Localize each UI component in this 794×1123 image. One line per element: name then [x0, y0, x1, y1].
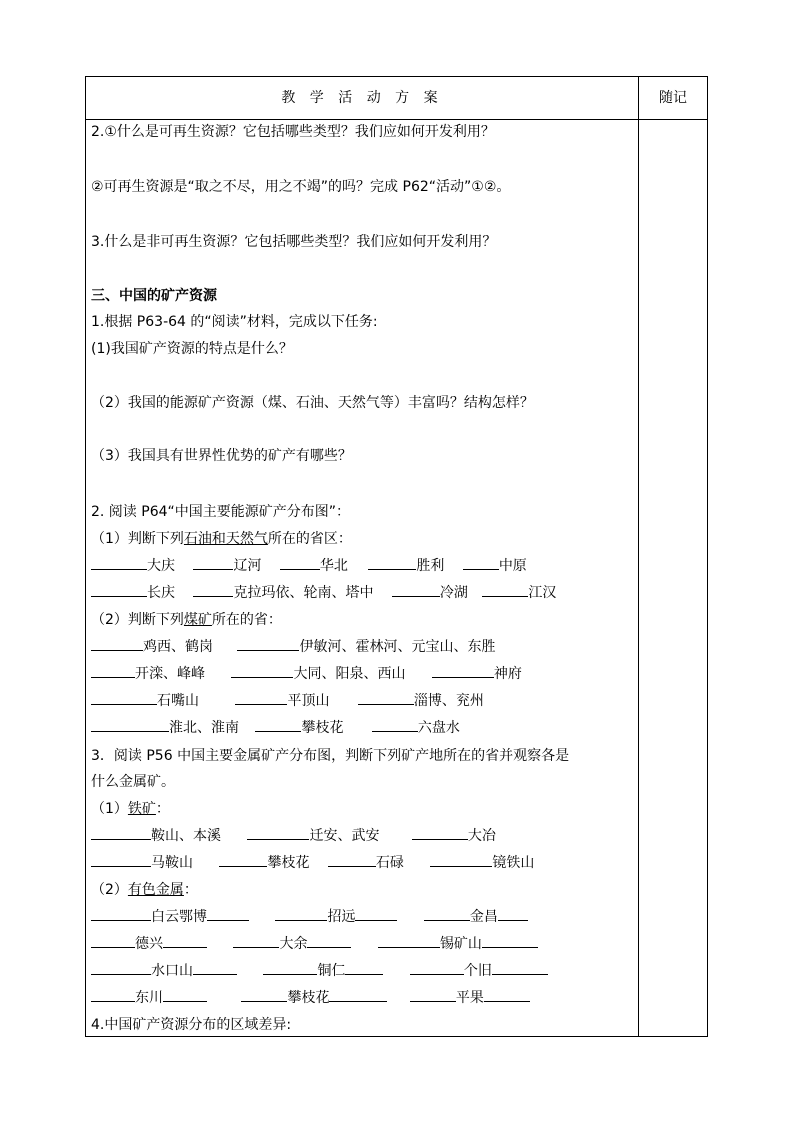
answer-blank[interactable]	[163, 934, 207, 948]
answer-blank[interactable]	[91, 637, 143, 651]
task-3-2	[91, 880, 636, 900]
place-label: 金昌	[469, 909, 498, 925]
place-label: 华北	[319, 558, 348, 574]
coal-row-1	[91, 637, 636, 657]
place-label: 马鞍山	[151, 855, 193, 871]
answer-blank[interactable]	[484, 988, 530, 1002]
task-2-1	[91, 529, 636, 549]
place-label: 白云鄂博	[151, 909, 207, 925]
answer-blank[interactable]	[482, 583, 528, 597]
answer-blank[interactable]	[91, 961, 151, 975]
section-3-heading: 三、中国的矿产资源	[91, 288, 217, 304]
answer-blank[interactable]	[328, 853, 376, 867]
table-header-row	[86, 77, 707, 120]
place-label: 胜利	[416, 558, 445, 574]
answer-blank[interactable]	[91, 691, 157, 705]
answer-blank[interactable]	[237, 637, 299, 651]
place-label: 克拉玛依、轮南、塔中	[233, 585, 374, 601]
place-label: 大冶	[467, 828, 496, 844]
question-2-2: ②可再生资源是“取之不尽，用之不竭”的吗？完成 P62“活动”①②。	[91, 179, 511, 195]
place-label: 淄博、兖州	[413, 693, 484, 709]
answer-blank[interactable]	[498, 907, 528, 921]
place-label: 鸡西、鹤岗	[143, 639, 213, 655]
place-label: 东川	[135, 990, 163, 1006]
answer-blank[interactable]	[241, 988, 287, 1002]
place-label: 大同、阳泉、西山	[293, 666, 406, 682]
place-label: 平果	[455, 990, 484, 1006]
column-divider	[638, 77, 639, 1036]
task-1-2: （2）我国的能源矿产资源（煤、石油、天然气等）丰富吗？结构怎样？	[91, 395, 534, 411]
answer-blank[interactable]	[432, 664, 494, 678]
place-label: 神府	[493, 666, 522, 682]
task-2-1-prefix: （1）判断下列	[91, 531, 184, 547]
task-1-1: (1)我国矿产资源的特点是什么？	[91, 341, 293, 357]
coal-row-2	[91, 664, 636, 684]
answer-blank[interactable]	[430, 853, 492, 867]
task-3-1-prefix: （1）	[91, 801, 128, 817]
answer-blank[interactable]	[329, 988, 387, 1002]
place-label: 伊敏河、霍林河、元宝山、东胜	[299, 639, 496, 655]
iron-row-2	[91, 853, 636, 873]
place-label: 迁安、武安	[309, 828, 380, 844]
oil-row-2	[91, 583, 636, 603]
place-label: 石碌	[375, 855, 404, 871]
nonferrous-row-1	[91, 907, 636, 927]
answer-blank[interactable]	[378, 934, 440, 948]
place-label: 镜铁山	[492, 855, 535, 871]
answer-blank[interactable]	[91, 934, 135, 948]
answer-blank[interactable]	[207, 907, 249, 921]
answer-blank[interactable]	[412, 826, 468, 840]
place-label: 攀枝花	[301, 720, 344, 736]
answer-blank[interactable]	[482, 934, 538, 948]
coal-row-4	[91, 718, 636, 738]
iron-row-1	[91, 826, 636, 846]
place-label: 德兴	[135, 936, 163, 952]
answer-blank[interactable]	[255, 718, 301, 732]
answer-blank[interactable]	[392, 583, 440, 597]
place-label: 攀枝花	[287, 990, 330, 1006]
task-3-2-underlined: 有色金属	[127, 882, 184, 898]
answer-blank[interactable]	[231, 664, 293, 678]
task-2-1-underlined: 石油和天然气	[183, 531, 268, 547]
answer-blank[interactable]	[280, 556, 320, 570]
place-label: 辽河	[233, 558, 262, 574]
answer-blank[interactable]	[235, 691, 287, 705]
task-2-2-prefix: （2）判断下列	[91, 612, 184, 628]
answer-blank[interactable]	[91, 718, 169, 732]
place-label: 攀枝花	[267, 855, 310, 871]
task-1: 1.根据 P63-64 的“阅读”材料，完成以下任务:	[91, 314, 378, 330]
place-label: 淮北、淮南	[169, 720, 239, 736]
answer-blank[interactable]	[193, 583, 233, 597]
answer-blank[interactable]	[492, 961, 548, 975]
place-label: 六盘水	[417, 720, 460, 736]
lesson-plan-table	[85, 76, 708, 1037]
nonferrous-row-2	[91, 934, 636, 954]
answer-blank[interactable]	[193, 961, 237, 975]
answer-blank[interactable]	[219, 853, 267, 867]
task-4: 4.中国矿产资源分布的区域差异:	[91, 1017, 292, 1033]
place-label: 大余	[279, 936, 308, 952]
place-label: 开滦、峰峰	[135, 666, 205, 682]
task-2-2-underlined: 煤矿	[183, 612, 212, 628]
answer-blank[interactable]	[91, 664, 135, 678]
place-label: 鞍山、本溪	[151, 828, 221, 844]
place-label: 水口山	[151, 963, 193, 979]
place-label: 石嘴山	[157, 693, 199, 709]
task-3-line-2: 什么金属矿。	[91, 774, 175, 790]
answer-blank[interactable]	[233, 934, 279, 948]
answer-blank[interactable]	[410, 961, 464, 975]
place-label: 中原	[498, 558, 527, 574]
task-3-line-1: 3．阅读 P56 中国主要金属矿产分布图，判断下列矿产地所在的省并观察各是	[91, 748, 570, 764]
answer-blank[interactable]	[247, 826, 309, 840]
answer-blank[interactable]	[355, 907, 397, 921]
place-label: 江汉	[528, 585, 557, 601]
notes-column-title: 随记	[659, 90, 687, 106]
question-3: 3.什么是非可再生资源？它包括哪些类型？我们应如何开发利用？	[91, 234, 497, 250]
task-3-2-prefix: （2）	[91, 882, 128, 898]
answer-blank[interactable]	[463, 556, 499, 570]
oil-row-1	[91, 556, 636, 576]
answer-blank[interactable]	[193, 556, 233, 570]
answer-blank[interactable]	[91, 556, 147, 570]
task-2: 2. 阅读 P64“中国主要能源矿产分布图”：	[91, 504, 351, 520]
task-3-1-suffix: ：	[155, 801, 170, 817]
nonferrous-row-4	[91, 988, 636, 1008]
task-2-2-suffix: 所在的省：	[211, 612, 282, 628]
place-label: 锡矿山	[439, 936, 482, 952]
place-label: 冷湖	[439, 585, 468, 601]
answer-blank[interactable]	[275, 907, 327, 921]
place-label: 招远	[327, 909, 356, 925]
task-2-2	[91, 610, 636, 630]
answer-blank[interactable]	[345, 961, 383, 975]
task-1-3: （3）我国具有世界性优势的矿产有哪些？	[91, 448, 352, 464]
task-3-1-underlined: 铁矿	[127, 801, 156, 817]
answer-blank[interactable]	[307, 934, 351, 948]
answer-blank[interactable]	[91, 583, 147, 597]
task-2-1-suffix: 所在的省区：	[267, 531, 352, 547]
place-label: 个旧	[463, 963, 492, 979]
place-label: 平顶山	[287, 693, 330, 709]
answer-blank[interactable]	[91, 988, 135, 1002]
question-2-1: 2.①什么是可再生资源？它包括哪些类型？我们应如何开发利用？	[91, 124, 495, 140]
answer-blank[interactable]	[372, 718, 418, 732]
answer-blank[interactable]	[424, 907, 470, 921]
answer-blank[interactable]	[163, 988, 207, 1002]
place-label: 长庆	[147, 585, 175, 601]
answer-blank[interactable]	[91, 853, 151, 867]
place-label: 大庆	[147, 558, 175, 574]
answer-blank[interactable]	[91, 826, 151, 840]
table-title: 教 学 活 动 方 案	[281, 90, 443, 106]
place-label: 铜仁	[317, 963, 346, 979]
task-3-1	[91, 799, 636, 819]
coal-row-3	[91, 691, 636, 711]
answer-blank[interactable]	[91, 907, 151, 921]
answer-blank[interactable]	[358, 691, 414, 705]
answer-blank[interactable]	[410, 988, 456, 1002]
answer-blank[interactable]	[263, 961, 317, 975]
answer-blank[interactable]	[368, 556, 416, 570]
nonferrous-row-3	[91, 961, 636, 981]
task-3-2-suffix: ：	[183, 882, 198, 898]
